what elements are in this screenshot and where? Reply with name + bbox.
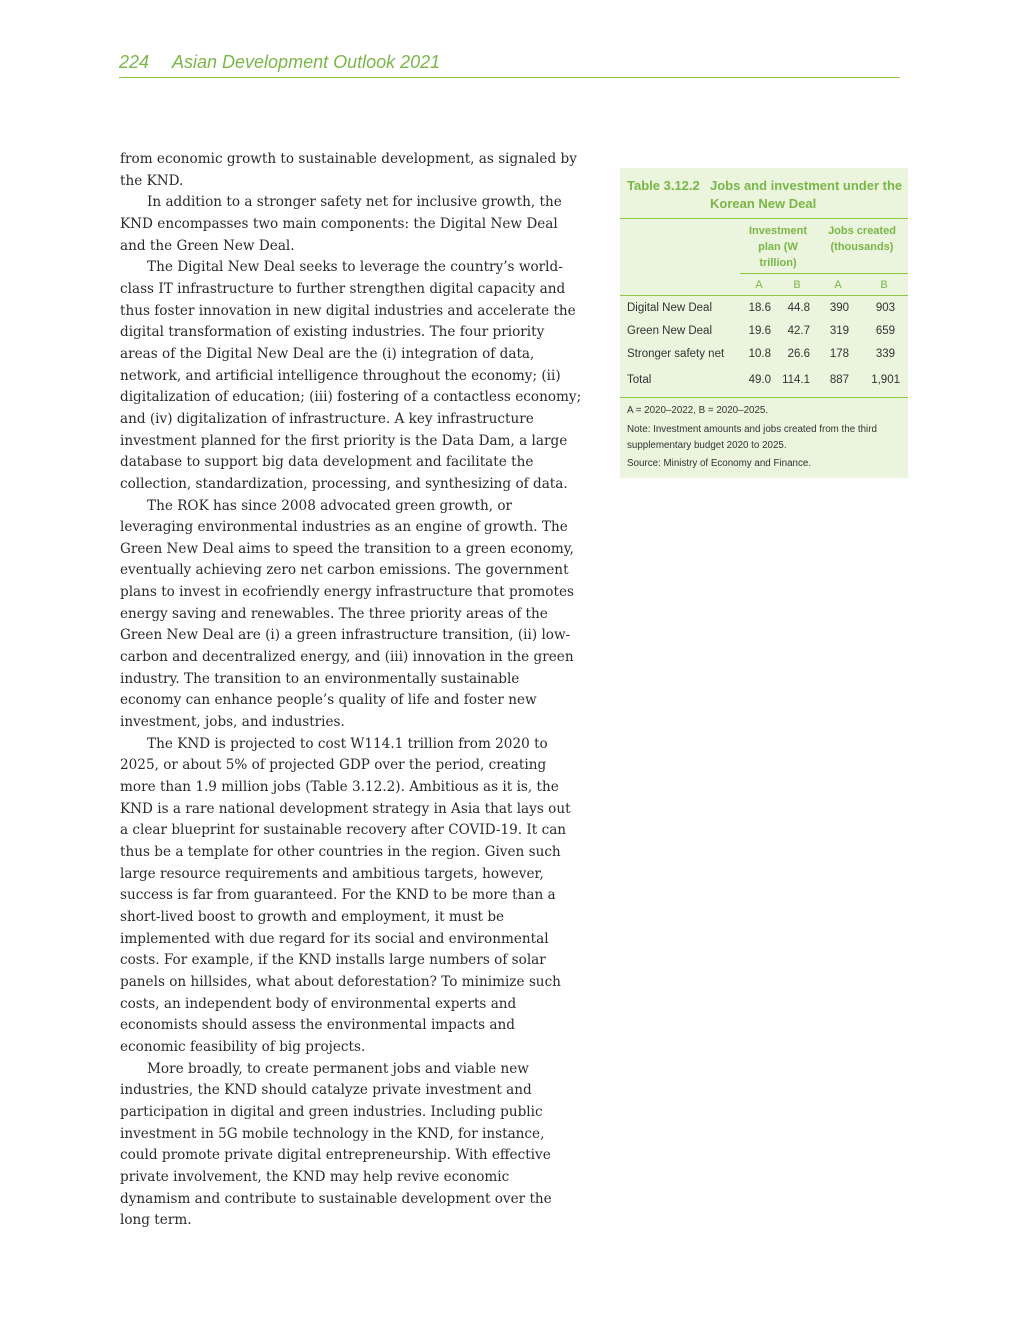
- cell: 339: [875, 348, 895, 360]
- rule: [620, 295, 908, 296]
- sub-header-b: B: [880, 279, 888, 291]
- paragraph: The Digital New Deal seeks to leverage the country’s world-class IT infrastructure to further strengthen digital capacity and thus foster innovation in new digital industries and accelerate the digital transformation of existing industries. The four priority areas of the Digital New Deal are the (i) integration of data, network, and artificial intelligence throughout the economy; (ii) digitalization of education; (iii) fostering of a contactless economy; and (iv) digitalization of infrastructure. A key infrastructure investment planned for the first priority is the Data Dam, a large database to support big data development and facilitate the collection, standardization, processing, and synthesizing of data.: [120, 259, 582, 492]
- running-title: Asian Development Outlook 2021: [172, 52, 441, 72]
- cell: 887: [829, 374, 849, 386]
- rule: [620, 397, 908, 398]
- cell: 903: [875, 302, 895, 314]
- column-group-jobs: Jobs created (thousands): [828, 225, 896, 253]
- paragraph: More broadly, to create permanent jobs and viable new industries, the KND should catalyze private investment and participation in digital and green industries. Including public investment in 5G mobile technology in the KND, for instance, could promote private digital entrepreneurship. With effective private involvement, the KND may help revive economic dynamism and contribute to sustainable development over the long term.: [120, 1060, 552, 1229]
- sub-header-a: A: [834, 279, 842, 291]
- cell: 114.1: [782, 374, 810, 386]
- page-number: 224: [119, 52, 150, 72]
- rule: [740, 273, 908, 274]
- table-row-total: [620, 374, 908, 390]
- paragraph: In addition to a stronger safety net for inclusive growth, the KND encompasses two main components: the Digital New Deal and the Green New Deal.: [120, 194, 562, 254]
- paragraph: from economic growth to sustainable development, as signaled by the KND.: [120, 151, 577, 189]
- table-row: [620, 348, 908, 364]
- cell: 18.6: [748, 302, 771, 314]
- row-label: Stronger safety net: [627, 348, 725, 360]
- cell: 44.8: [787, 302, 810, 314]
- table-row: [620, 325, 908, 341]
- body-text: [120, 149, 582, 1232]
- cell: 42.7: [787, 325, 810, 337]
- jobs-investment-table: [620, 168, 908, 478]
- row-label: Digital New Deal: [627, 302, 713, 314]
- sub-header-a: A: [755, 279, 763, 291]
- cell: 659: [875, 325, 895, 337]
- cell: 1,901: [871, 374, 900, 386]
- column-group-investment: Investment plan (W trillion): [748, 225, 808, 269]
- sub-header-b: B: [793, 279, 801, 291]
- cell: 26.6: [787, 348, 810, 360]
- cell: 319: [829, 325, 849, 337]
- paragraph: The ROK has since 2008 advocated green growth, or leveraging environmental industries as an engine of growth. The Green New Deal aims to speed the transition to a green economy, eventually achieving zero net carbon emissions. The government plans to invest in ecofriendly energy infrastructure that promotes energy saving and renewables. The three priority areas of the Green New Deal are (i) a green infrastructure transition, (ii) low-carbon and decentralized energy, and (iii) innovation in the green industry. The transition to an environmentally sustainable economy can enhance people’s quality of life and foster new investment, jobs, and industries.: [120, 497, 574, 731]
- table-row: [620, 302, 908, 318]
- running-header: [119, 52, 900, 78]
- table-caption: Jobs and investment under the Korean New Deal: [710, 178, 903, 211]
- cell: 390: [829, 302, 849, 314]
- table-number: Table 3.12.2: [627, 178, 700, 193]
- cell: 178: [829, 348, 849, 360]
- row-label: Total: [627, 374, 652, 386]
- row-label: Green New Deal: [627, 325, 713, 337]
- paragraph: The KND is projected to cost W114.1 trillion from 2020 to 2025, or about 5% of projected GDP over the period, creating more than 1.9 million jobs (Table 3.12.2). Ambitious as it is, the KND is a rare national development strategy in Asia that lays out a clear blueprint for sustainable recovery after COVID-19. It can thus be a template for other countries in the region. Given such large resource requirements and ambitious targets, however, success is far from guaranteed. For the KND to be more than a short-lived boost to growth and employment, it must be implemented with due regard for its social and environmental costs. For example, if the KND installs large numbers of solar panels on hillsides, what about deforestation? To minimize such costs, an independent body of environmental experts and economists should assess the environmental impacts and economic feasibility of big projects.: [120, 735, 571, 1055]
- rule: [620, 218, 908, 219]
- table-source: Source: Ministry of Economy and Finance.: [627, 458, 812, 469]
- cell: 49.0: [748, 374, 771, 386]
- table-note-periods: A = 2020–2022, B = 2020–2025.: [627, 405, 769, 416]
- cell: 10.8: [748, 348, 771, 360]
- cell: 19.6: [748, 325, 771, 337]
- table-note: Note: Investment amounts and jobs created from the third supplementary budget 2020 to 2025.: [627, 424, 877, 451]
